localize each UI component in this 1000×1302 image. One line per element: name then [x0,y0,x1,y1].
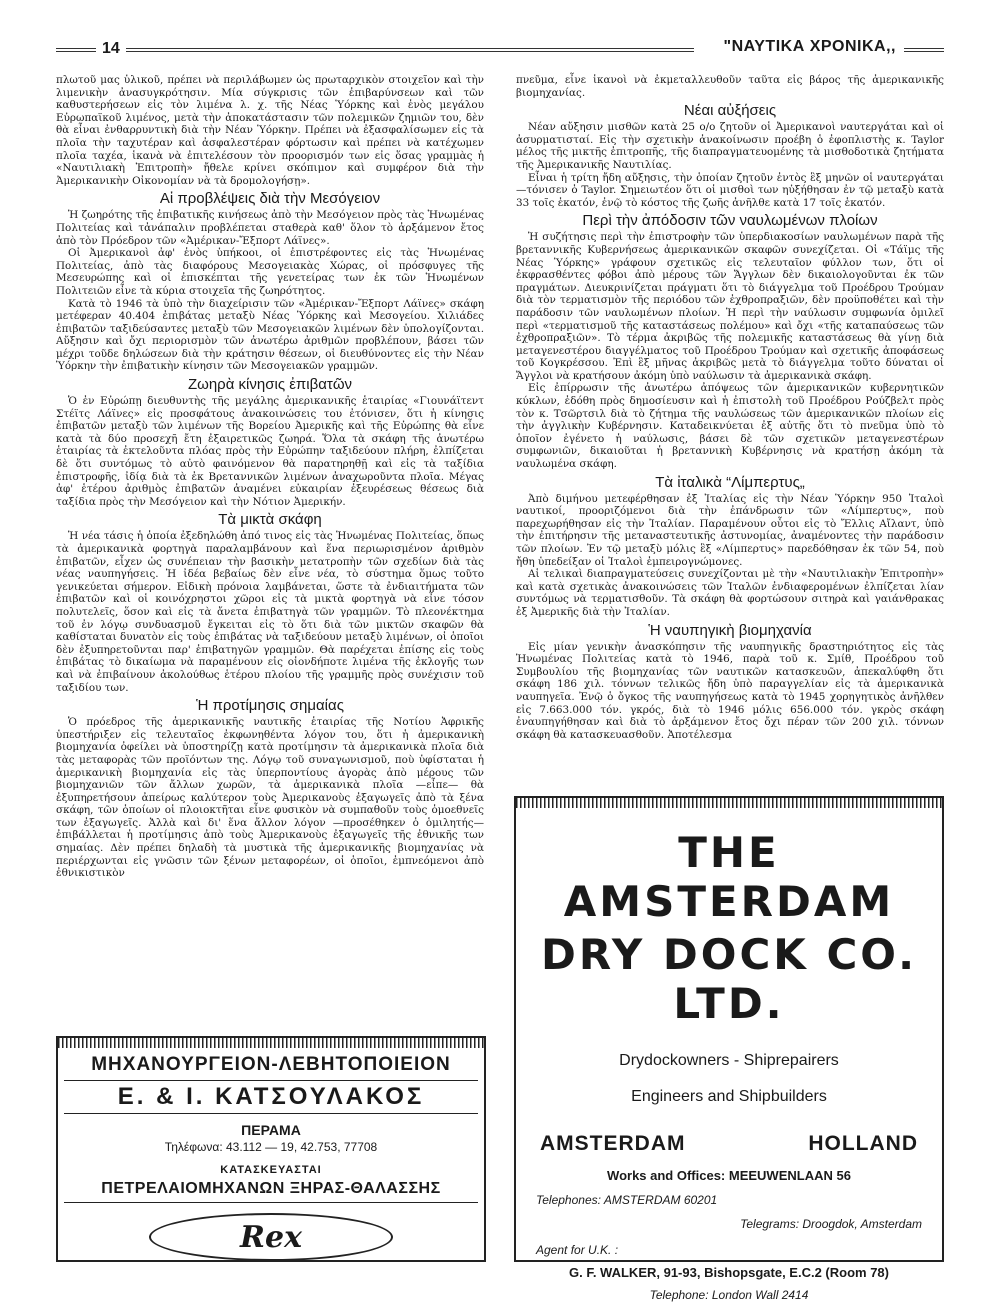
paragraph: Ἡ νέα τάσις ἡ ὁποία ἐξεδηλώθη ἀπό τινος εἰς τὰς Ἡνωμένας Πολιτείας, ὅπως τὰ ἀμερικανικὰ φορτηγὰ παραλαμβάνουν καὶ ἕνα περιωρισμένον ἀριθμὸν ἐπιβατῶν, εἶχεν ὡς συνέπειαν τὴν βασικὴν μετατροπὴν τῶν σχεδίων διὰ τὰς νέας ναυπηγήσεις. Ἡ ἰδέα βεβαίως δὲν εἶνε νέα, τὸ σύστημα ὅμως τοῦτο γενικεύεται σήμερον. Εἰδικὴ πρόνοια λαμβάνεται, ὥστε τὰ ἐνδιαιτήματα τῶν ἐπιβατῶν καὶ οἱ κοινόχρηστοι χῶροι εἰς τὰ μικτὰ φορτηγὰ νὰ εἶνε τόσον πολυτελεῖς, ὅσον καὶ εἰς τὰ ἄνετα ἐπιβατηγὰ τῶν γραμμῶν. Τὸ πλεονέκτημα τοῦ ἐν λόγῳ συνδυασμοῦ ἔγκειται εἰς τὸ ὅτι διὰ τῶν μικτῶν σκαφῶν θὰ καθίσταται δυνατὸν εἰς τοὺς ἐπιβάτας νὰ ταξιδεύουν μεταξὺ λιμένων, οἱ ὁποῖοι δὲν ἐξυπηρετοῦνται παρ' ἐπιβατηγῶν γραμμῶν. Θὰ παρέχεται ἐπίσης εἰς τοὺς ἐπιβάτας τὸ δικαίωμα νὰ παραμένουν εἰς οἱονδήποτε λιμένα τῆς ἐκλογῆς των καὶ νὰ ἐπιβαίνουν ἀκολούθως ἑτέρου πλοίου τῆς γραμμῆς πρὸς συνέχισιν τοῦ ταξιδίου των. [56,530,484,694]
rex-logo: Rex [149,1213,393,1261]
section-heading: Ἡ ναυπηγικὴ βιομηχανία [648,621,812,639]
ad-products: ΠΕΤΡΕΛΑΙΟΜΗΧΑΝΩΝ ΞΗΡΑΣ-ΘΑΛΑΣΣΗΣ [64,1180,478,1203]
page-number: 14 [102,40,120,57]
paragraph: Ἡ ζωηρότης τῆς ἐπιβατικῆς κινήσεως ἀπὸ τὴν Μεσόγειον πρὸς τὰς Ἡνωμένας Πολιτείας καὶ τἀνάπαλιν προβλέπεται σταθερὰ καθ' ὅλον τὸ ἀρξάμενον ἔτος ἀπὸ τὸν Πρόεδρον τῶν «Ἀμέρικαν-Ἔξπορτ Λάϊνες». [56,209,484,247]
ad-city: AMSTERDAM [540,1132,686,1155]
paragraph: Ὁ ἐν Εὐρώπῃ διευθυντὴς τῆς μεγάλης ἀμερικανικῆς ἑταιρίας «Γιουνάϊτεντ Στέϊτς Λάϊνες» εἰς προσφάτους ἀνακοινώσεις του ἐτόνισεν, ὅτι ἡ κίνησις ἐπιβατῶν μεταξὺ τῶν λιμένων τῆς Βορείου Ἀμερικῆς καὶ τῆς Εὐρώπης θὰ εἶνε κατὰ τὰ δύο προσεχῆ ἔτη ἐξαιρετικῶς ζωηρά. Ὅλα τὰ σκάφη τῆς ἀνωτέρω ἑταιρίας τὰ ἐκτελοῦντα πλόας πρὸς τὴν Εὐρώπην ταξιδεύουν πλήρη, ἐλπίζεται δὲ ὅτι συντόμως τὸ αὐτὸ φαινόμενον θὰ παρατηρηθῇ καὶ εἰς τὰ ταξίδια ἐπιστροφῆς, ἰδίᾳ διὰ τὰ ἐκ Βρεταννικῶν λιμένων ἀναχωροῦντα πλοῖα. Μέγας ἀφ' ἑτέρου ἀριθμὸς ἐπιβατῶν ἀναμένει εὐκαιρίαν ἐξευρέσεως θέσεως διὰ ταξίδια πρὸς τὴν Μεσόγειον καὶ τὴν Νότιον Ἀμερικήν. [56,395,484,508]
ad-agent-address: G. F. WALKER, 91-93, Bishopsgate, E.C.2 (Room 78) [568,1265,889,1280]
paragraph: Κατὰ τὸ 1946 τὰ ὑπὸ τὴν διαχείρισιν τῶν «Ἀμέρικαν-Ἔξπορτ Λάϊνες» σκάφη μετέφεραν 40.404 ἐπιβάτας μεταξὺ Νέας Ὑόρκης καὶ Μεσογείου. Χιλιάδες ἐπιβατῶν ταξιδεύσαντες μεταξὺ τῶν Μεσογειακῶν λιμένων δὲν ὑπολογίζονται. Αὔξησιν καὶ ὄχι περιορισμὸν τῶν ἀνωτέρω ἀριθμῶν προβλέπουν, βάσει τῶν μέχρι τοῦδε δηλώσεων διὰ τὴν κράτησιν θέσεων, οἱ διευθύνοντες εἰς τὴν Νέαν Ὑόρκην τὴν ἐπιβατικὴν κίνησιν τῶν Μεσογειακῶν γραμμῶν. [56,297,484,373]
paragraph: Εἰς ἐπίρρωσιν τῆς ἀνωτέρω ἀπόψεως τῶν ἀμερικανικῶν κυβερνητικῶν κύκλων, ἐδόθη πρὸς δημοσίευσιν καὶ ἡ ἐπιστολὴ τοῦ Προέδρου Ρούζβελτ πρὸς τὸν κ. Τσῶρτσιλ διὰ τὸ ζήτημα τῆς ναυλώσεως τῶν ἀμερικανικῶν πλοίων εἰς τὴν ἀγγλικὴν Κυβέρνησιν. Καταδεικνύεται ἐξ αὐτῆς ὅτι τὸ πνεῦμα ὑπὸ τὸ ὁποῖον ἐγένετο ἡ ναύλωσις, βάσει δὲ τῶν σχετικῶν μεταγενεστέρων συμφωνιῶν, δικαιοῦται ἡ βρεταννικὴ Κυβέρνησις νὰ κρατήσῃ ἀκόμη τὰ ναυλωμένα σκάφη. [516,382,944,471]
advertisement-amsterdam-dry-dock [514,796,944,1302]
ad-telephones: Telephones: AMSTERDAM 60201 [536,1193,718,1207]
ad-heading: ΜΗΧΑΝΟΥΡΓΕΙΟΝ-ΛΕΒΗΤΟΠΟΙΕΙΟΝ [91,1054,451,1075]
section-heading: Αἱ προβλέψεις διὰ τὴν Μεσόγειον [159,190,381,208]
paragraph: Οἱ Ἀμερικανοὶ ἀφ' ἑνὸς ὑπήκοοι, οἱ ἐπιστρέφοντες εἰς τὰς Ἡνωμένας Πολιτείας, ἀπὸ τὰς διαφόρους Μεσογειακὰς Χώρας, οἱ πρόσφυγες τῆς Μεσευρώπης καὶ οἱ ἐπισκέπται τῆς γενετείρας των ἐκ τῶν Ἡνωμένων Πολιτειῶν εἶνε τὰ κύρια στοιχεῖα τῆς ζωηρότητος. [56,247,484,297]
ad-country: HOLLAND [808,1132,918,1155]
section-heading: Ἡ προτίμησις σημαίας [196,697,344,715]
section-heading: Νέαι αὐξήσεις [683,102,777,120]
right-column [516,74,944,741]
ad-agent-label: Agent for U.K. : [536,1243,619,1257]
section-heading: Ζωηρὰ κίνησις ἐπιβατῶν [187,376,353,394]
ad-works-address: Works and Offices: MEEUWENLAAN 56 [607,1168,851,1183]
ad-telegrams: Telegrams: Droogdok, Amsterdam [740,1217,922,1231]
ad-location: ΠΕΡΑΜΑ [241,1122,301,1138]
paragraph: Εἶναι ἡ τρίτη ἤδη αὔξησις, τὴν ὁποίαν ζητοῦν ἐντὸς ἓξ μηνῶν οἱ ναυτεργάται —τόνισεν ὁ Taylor. Σημειωτέον ὅτι οἱ μισθοὶ των ηὐξήθησαν ἐν τῷ μεταξὺ κατὰ 33 τοῖς ἑκατόν, ἐνῷ τὸ κόστος τῆς ζωῆς ἀνῆλθε κατὰ 17 τοῖς ἑκατόν. [516,171,944,209]
ad-company-name: Ε. & Ι. ΚΑΤΣΟΥΛΑΚΟΣ [64,1080,478,1114]
header-rule [904,48,944,52]
header-rule [126,48,694,52]
section-heading: Περὶ τὴν ἀπόδοσιν τῶν ναυλωμένων πλοίων [582,212,878,230]
ad-agent-phone: Telephone: London Wall 2414 [649,1288,809,1302]
ad-company-line2: DRY DOCK CO. LTD. [540,930,918,1028]
ad-services-2: Engineers and Shipbuilders [631,1088,827,1105]
ad-services-1: Drydockowners - Shiprepairers [619,1052,839,1069]
ad-company-line1: THE AMSTERDAM [563,828,895,926]
ad-phones: Τηλέφωνα: 43.112 — 19, 42.753, 77708 [164,1140,378,1154]
page-header [56,36,944,66]
paragraph: Ὁ πρόεδρος τῆς ἀμερικανικῆς ναυτικῆς ἑταιρίας τῆς Νοτίου Ἀφρικῆς ὑπεστήριξεν εἰς τελευταῖος ἐκφωνηθέντα λόγον του, ὅτι ἡ ἀμερικανικὴ βιομηχανία ὀφείλει νὰ ὑποστηρίζῃ κατὰ προτίμησιν τὰ ἀμερικανικὰ πλοῖα διὰ τὰς μεταφορὰς τῶν προϊόντων της. Λόγῳ τοῦ συναγωνισμοῦ, ποὺ ὑφίσταται ἡ ἀμερικανικὴ βιομηχανία εἰς τὰς ὑπερποντίους ἀγορὰς ἀπὸ μέρους τῶν βιομηχανιῶν τῶν ἄλλων χωρῶν, τὰ ἀμερικανικὰ πλοῖα —εἶπε— θὰ ἐξυπηρετήσουν ἀπείρως καλύτερον τοὺς Ἀμερικανοὺς ἐξαγωγεῖς ἀπὸ τὰ ξένα σκάφη, τῶν ὁποίων οἱ πλοιοκτῆται εἶνε φυσικὸν νὰ συμπαθοῦν τοὺς ὁμοεθνεῖς των ἐξαγωγεῖς. Ἀλλὰ καὶ δι' ἕνα ἄλλον λόγον —προσέθηκεν ὁ ὁμιλητής— ἐπιβάλλεται ἡ προτίμησις ἀπὸ τοὺς Ἀμερικανοὺς ἐξαγωγεῖς τῆς ἐθνικῆς των σημαίας. Δὲν πρέπει δηλαδὴ τὰ μυστικὰ τῆς ἀμερικανικῆς βιομηχανίας νὰ περιέρχωνται εἰς γνῶσιν τῶν ξένων μεταφορέων, οἱ ὁποῖοι, ἐμπνεόμενοι ἀπὸ ἐθνικιστικὸν [56,716,484,880]
left-column [56,74,484,880]
journal-title: "ΝΑΥΤΙΚΑ ΧΡΟΝΙΚΑ,, [723,38,896,55]
advertisement-katsoulakos [56,1036,486,1262]
paragraph: Νέαν αὔξησιν μισθῶν κατὰ 25 ο/ο ζητοῦν οἱ Ἀμερικανοὶ ναυτεργάται καὶ οἱ ἀσυρματισταί. Εἰς τὴν σχετικὴν ἀνακοίνωσιν προέβη ὁ ἐφοπλιστὴς κ. Taylor μέλος τῆς μικτῆς ἐπιτροπῆς, τῆς διαπραγματευομένης τὰ μισθοδοτικὰ ζητήματα τῆς Ἀμερικανικῆς Ναυτιλίας. [516,121,944,171]
paragraph: Ἀπὸ διμήνου μετεφέρθησαν ἐξ Ἰταλίας εἰς τὴν Νέαν Ὑόρκην 950 Ἰταλοὶ ναυτικοί, προοριζόμενοι διὰ τὴν ἐπάνδρωσιν τῶν «Λίμπερτυς», ποὺ παρεχωρήθησαν εἰς τὴν Ἰταλίαν. Παραμένουν οὗτοι εἰς τὸ Ἔλλις Αἴλαντ, ὑπὸ τὴν ἐπιτήρησιν τῆς μεταναστευτικῆς ἀστυνομίας, ἀναμένοντες τὴν παράδοσιν τῶν πλοίων. Ἐν τῷ μεταξὺ μόλις ἓξ «Λίμπερτυς» παρεδόθησαν ἐκ τῶν 54, ποὺ ἤθη ὑπεδείξαν οἱ Ἰταλοὶ ἐμπειρογνώμονες. [516,492,944,568]
ad-subheading: ΚΑΤΑΣΚΕΥΑΣΤΑΙ [220,1164,322,1176]
intro-paragraph: πλωτοῦ μας ὑλικοῦ, πρέπει νὰ περιλάβωμεν ὡς πρωταρχικὸν στοιχεῖον καὶ τὴν λιμενικὴν ἀνασυγκρότησιν. Μία σύγκρισις τῶν ἐπιβαρύνσεων καὶ τῶν καθυστερήσεων εἰς τὸν λιμένα λ. χ. τῆς Νέας Ὑόρκης καὶ ἑνὸς μεγάλου Εὐρωπαϊκοῦ λιμένος, μετὰ τὴν ἀποκατάστασιν τῶν πολεμικῶν ζημιῶν του, δὲν θὰ εἶναι ἐνθαρρυντικὴ διὰ τὴν Νέαν Ὑόρκην. Πρέπει νὰ ἐξασφαλίσωμεν εἰς τὰ πλοῖα τὴν ταχυτέραν καὶ ἀσφαλεστέραν φόρτωσιν καὶ πρέπει νὰ κατέχωμεν πλοῖα ταχέα, ἱκανὰ νὰ ἐπιτελέσουν τὸν προορισμόν των εἰς ὅσας γραμμὰς ἡ «Ναυτιλιακὴ Ἐπιτροπὴ» ἤθελε κρίνει σκόπιμον καὶ συμφέρον διὰ τὴν Ἀμερικανικὴν Οἰκονομίαν νὰ τὰ δρομολογήσῃ». [56,74,484,187]
section-heading: Τὰ μικτὰ σκάφη [218,511,322,529]
header-rule [56,48,96,52]
section-heading: Τὰ ἰταλικὰ “Λίμπερτυς„ [655,473,805,491]
ad-border-hatch [516,798,942,808]
page [56,36,944,1302]
paragraph: Ἡ συζήτησις περὶ τὴν ἐπιστροφὴν τῶν ὑπερδιακοσίων ναυλωμένων παρὰ τῆς βρεταννικῆς Κυβερνήσεως ἀμερικανικῶν σκαφῶν συνεχίζεται. Οἱ «Τάϊμς τῆς Νέας Ὑόρκης» γράφουν σχετικῶς εἰς τελευταῖον φύλλον των, ὅτι οἱ ἐκφρασθέντες φόβοι ἀπὸ μέρους τῶν Ἄγγλων δὲν δικαιολογοῦνται ἐκ τῶν πραγμάτων. Διευκρινίζεται πράγματι ὅτι τὸ διάγγελμα τοῦ Προέδρου Τρούμαν διὰ τὸν τερματισμὸν τῆς περιόδου τῶν ἐχθροπραξιῶν, δὲν προϋποθέτει καὶ τὴν παράδοσιν τῶν ναυλωμένων πλοίων. Ἡ περὶ τὴν ναύλωσιν συμφωνία ὁμιλεῖ περὶ «τερματισμοῦ τῆς καταστάσεως πολέμου» καὶ ὄχι «τῆς καταπαύσεως τῶν ἐχθροπραξιῶν». Τὸ τέρμα ἀκριβῶς τῆς πολεμικῆς καταστάσεως θὰ γίνῃ διὰ μεταγενεστέρου διαγγέλματος τοῦ Προέδρου Τρούμαν καὶ σχετικῆς ἀποφάσεως τοῦ Κογκρέσσου. Ἐπὶ ἓξ μῆνας ἀκριβῶς μετὰ τὸ διάγγελμα τοῦτο δύναται οἱ Ἄγγλοι νὰ κρατήσουν ἀκόμη ὑπὸ ναύλωσιν τὰ ἀμερικανικὰ σκάφη. [516,231,944,382]
continued-paragraph: πνεῦμα, εἶνε ἱκανοὶ νὰ ἐκμεταλλευθοῦν ταῦτα εἰς βάρος τῆς ἀμερικανικῆς βιομηχανίας. [516,74,944,99]
ad-border-hatch [58,1038,484,1048]
paragraph: Εἰς μίαν γενικὴν ἀνασκόπησιν τῆς ναυπηγικῆς δραστηριότητος εἰς τὰς Ἡνωμένας Πολιτείας κατὰ τὸ 1946, παρὰ τοῦ κ. Σμίθ, Προέδρου τοῦ Συμβουλίου τῆς βιομηχανίας τῶν ναυτικῶν κατασκευῶν, ἀπεκαλύφθη ὅτι σκάφη 186 χιλ. τόννων τελικῶς ἤδη ὑπὸ παραγγελίαν εἰς τὰ ἀμερικανικὰ ναυπηγεῖα. Ἐνῷ ὁ ὄγκος τῆς ναυπηγήσεως κατὰ τὸ 1945 χορηγητικὸς ἀνῆλθεν εἰς 7.663.000 τόν. γκρός, διὰ τὸ 1946 μόλις 656.000 τόν. γκρὸς σκάφη ἐναυπηγήθησαν καὶ διὰ τὸ ἀρξάμενον ἔτος ὄχι πέραν τῶν 200 χιλ. τόννων σκάφη θὰ κατασκευασθοῦν. Ἀποτέλεσμα [516,640,944,741]
ad-location-row [528,1132,930,1156]
paragraph: Αἱ τελικαὶ διαπραγματεύσεις συνεχίζονται μὲ τὴν «Ναυτιλιακὴν Ἐπιτροπὴν» καὶ κατὰ σχετικὰς ἀνακοινώσεις τῶν Ἰταλῶν ἐνδιαφερομένων ἐλπίζεται λίαν συντόμως νὰ τερματισθοῦν. Τὰ σκάφη θὰ φορτώσουν σιτηρὰ καὶ γαιάνθρακας ἐξ Ἀμερικῆς διὰ τὴν Ἰταλίαν. [516,568,944,618]
